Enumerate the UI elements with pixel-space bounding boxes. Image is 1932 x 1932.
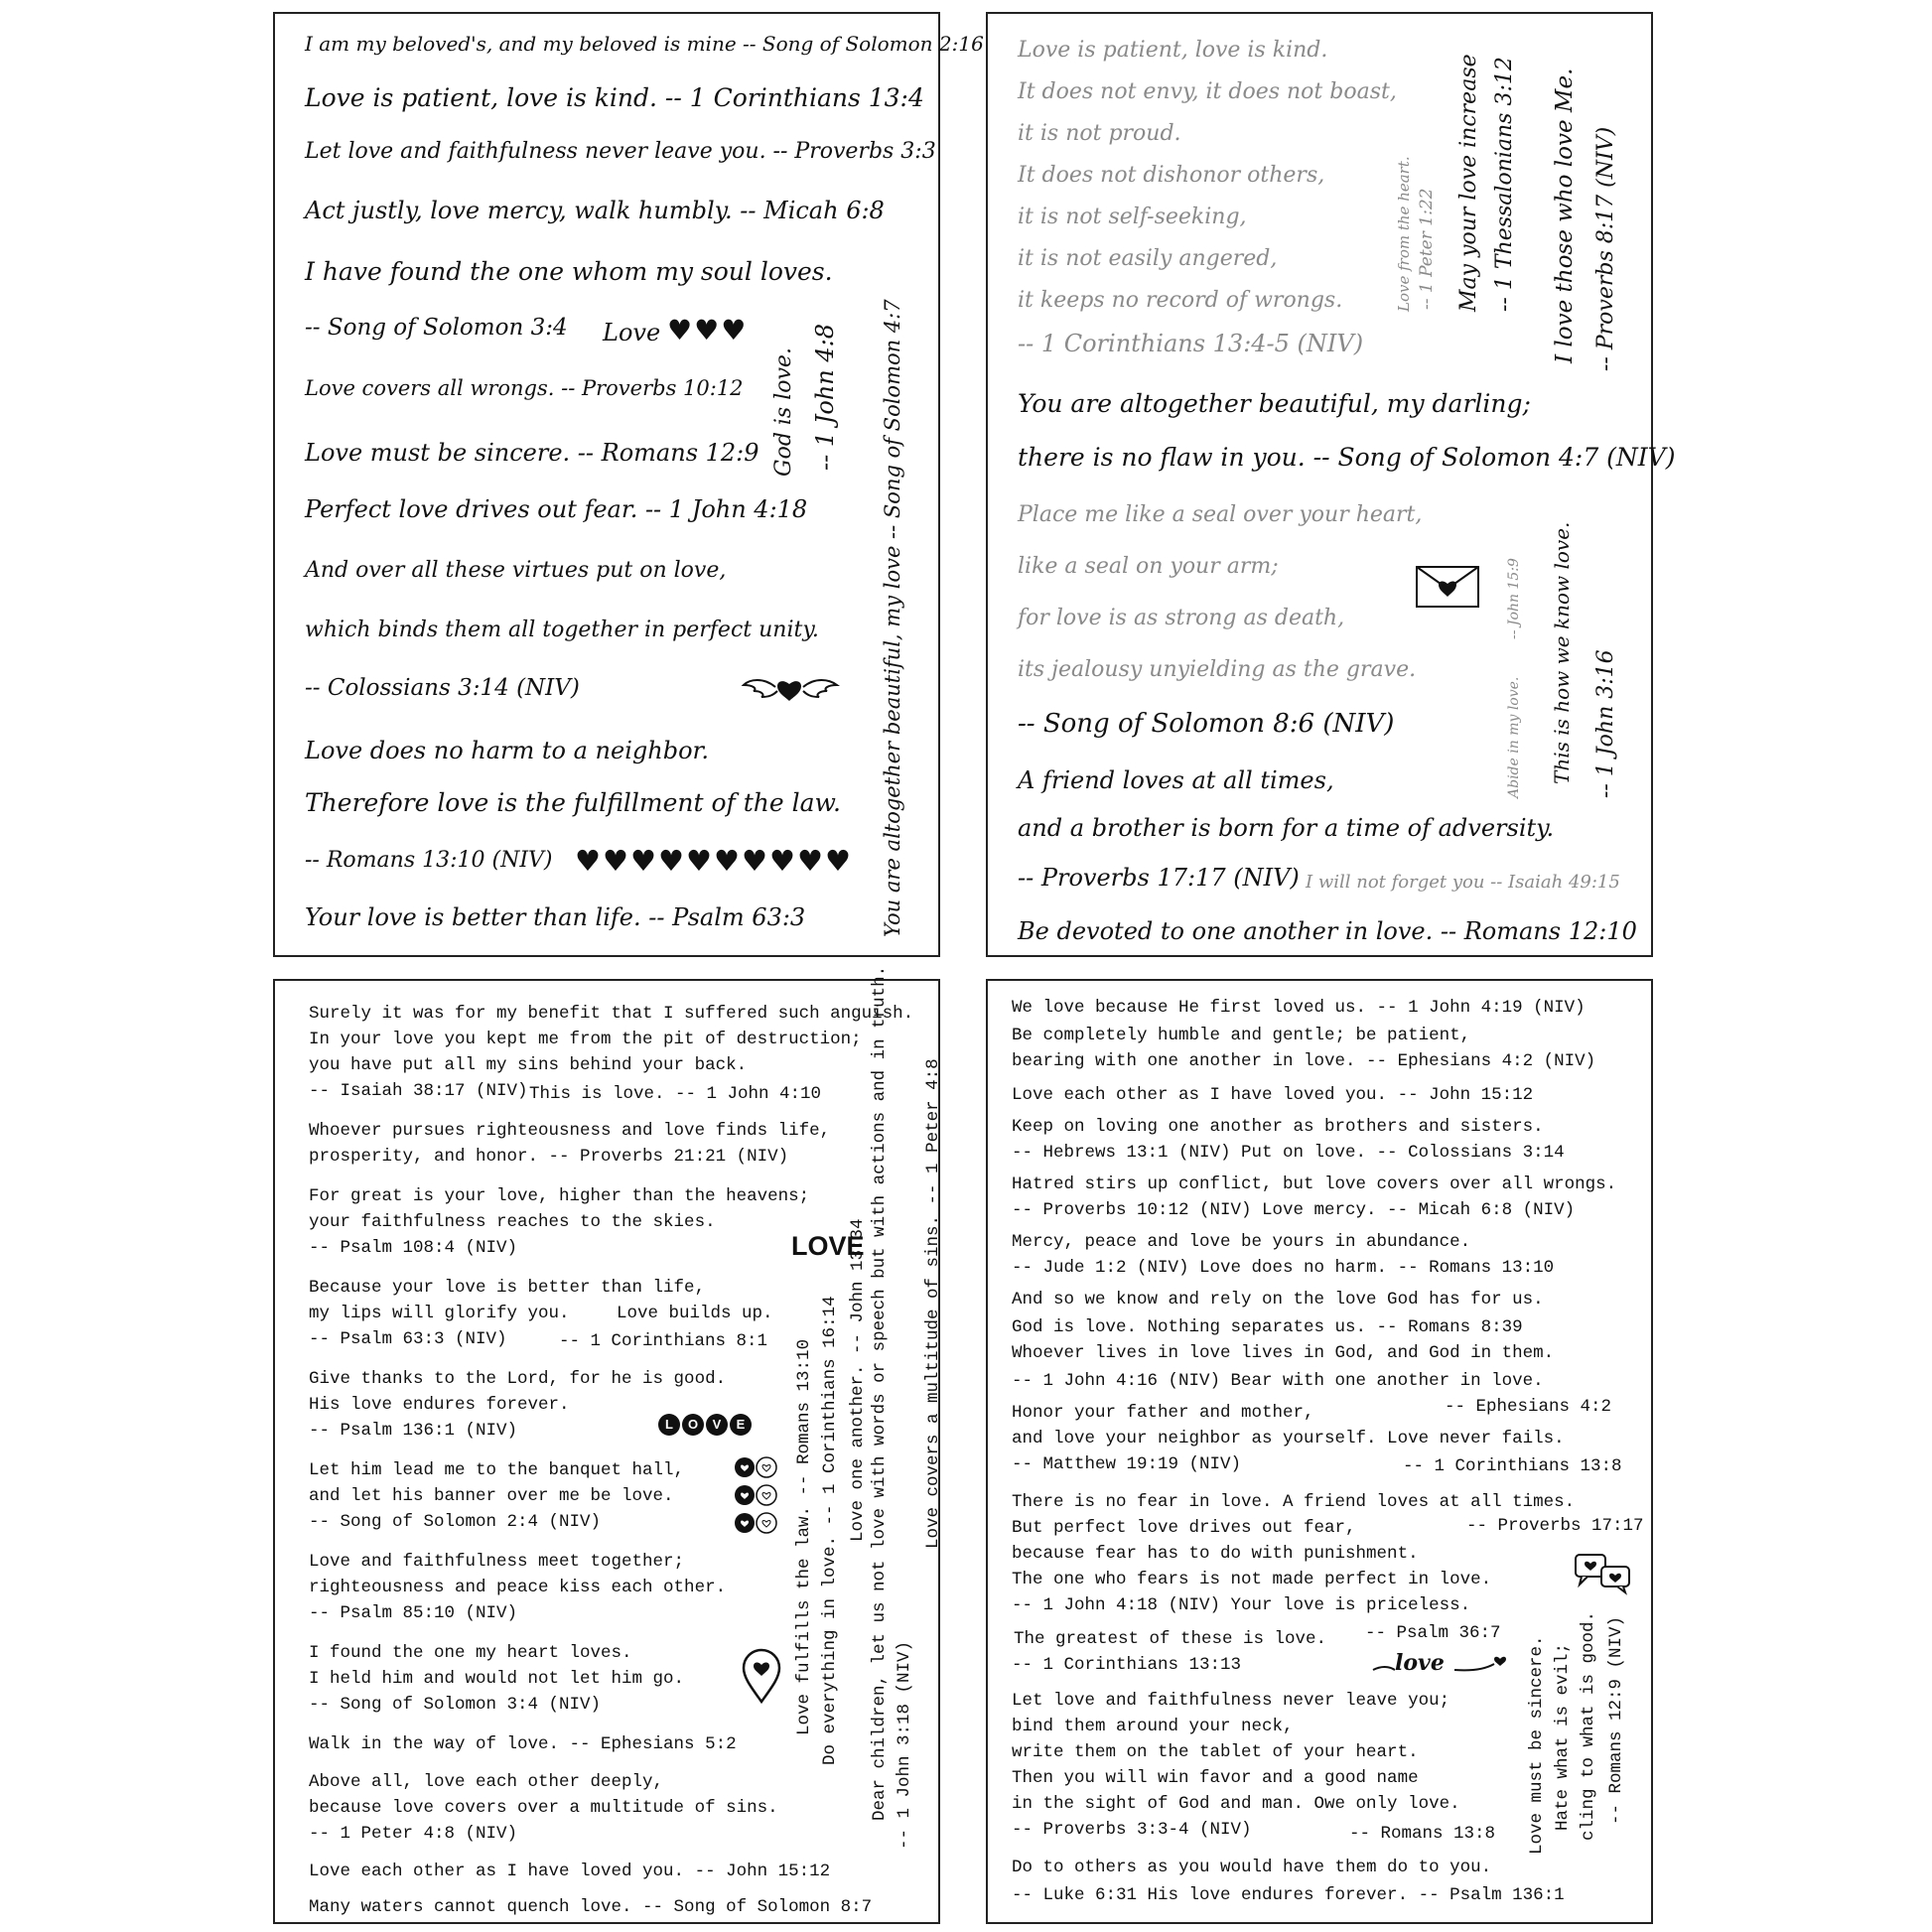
verse-line: -- 1 Corinthians 8:1 (559, 1331, 768, 1351)
verse-line: We love because He first loved us. -- 1 John 4:19 (NIV) (1012, 998, 1586, 1018)
verse-line: Let love and faithfulness never leave you. -- Proverbs 3:3 (305, 139, 936, 164)
verse-line: Honor your father and mother, (1012, 1403, 1314, 1423)
verse-line: God is love. Nothing separates us. -- Romans 8:39 (1012, 1317, 1523, 1337)
winged-heart-icon (742, 671, 841, 715)
verse-line: -- Ephesians 4:2 (1445, 1397, 1612, 1417)
heart-row-icon: ♥♥♥♥♥♥♥♥♥♥ (575, 844, 853, 878)
verse-line: Above all, love each other deeply, (309, 1772, 664, 1792)
verse-line: The greatest of these is love. (1014, 1629, 1327, 1649)
verse-line: Love each other as I have loved you. -- John 15:12 (309, 1862, 831, 1881)
verse-line: -- 1 Peter 4:8 (NIV) (309, 1824, 518, 1844)
verse-line: your faithfulness reaches to the skies. (309, 1212, 716, 1232)
stamp-panel-script-verses-2 (986, 12, 1676, 957)
verse-line: A friend loves at all times, (1018, 766, 1334, 794)
love-title: LOVE (791, 1231, 865, 1261)
verse-line: Perfect love drives out fear. -- 1 John 4:18 (305, 495, 808, 523)
stamp-panel-typewriter-verses (273, 965, 943, 1924)
verse-line: Many waters cannot quench love. -- Song of Solomon 8:7 (309, 1897, 873, 1917)
verse-line: it keeps no record of wrongs. (1018, 288, 1343, 313)
letter-heart: E (730, 1414, 752, 1436)
verse-line: It does not envy, it does not boast, (1018, 79, 1397, 104)
verse-line: In your love you kept me from the pit of destruction; (309, 1030, 862, 1049)
verse-line: -- 1 Corinthians 13:4-5 (NIV) (1018, 330, 1364, 357)
verse-line: Love and faithfulness meet together; (309, 1552, 685, 1572)
verse-line: -- 1 John 4:16 (NIV) Bear with one another in love. (1012, 1371, 1544, 1391)
vertical-reference: -- 1 John 4:8 (811, 324, 839, 471)
verse-line: -- Song of Solomon 8:6 (NIV) (1018, 709, 1395, 739)
verse-line: Because your love is better than life, (309, 1278, 706, 1298)
vertical-verse: Love fulfills the law. -- Romans 13:10 (794, 1338, 814, 1735)
verse-line: -- Song of Solomon 3:4 (305, 315, 568, 341)
vertical-verse: Love covers a multitude of sins. -- 1 Peter 4:8 (923, 1058, 943, 1549)
vertical-reference: -- John 15:9 (1506, 558, 1522, 639)
verse-line: Love does no harm to a neighbor. (305, 737, 709, 764)
verse-line: -- Romans 13:8 (1349, 1824, 1496, 1844)
verse-line: Surely it was for my benefit that I suffered such anguish. (309, 1004, 914, 1024)
vertical-verse: Hate what is evil; (1553, 1642, 1573, 1831)
verse-line: -- Song of Solomon 2:4 (NIV) (309, 1512, 602, 1532)
verse-line: prosperity, and honor. -- Proverbs 21:21 (NIV) (309, 1147, 789, 1167)
verse-line: its jealousy unyielding as the grave. (1018, 657, 1417, 682)
letter-heart: V (706, 1414, 728, 1436)
verse-line: Whoever pursues righteousness and love finds life, (309, 1121, 831, 1141)
verse-line: -- Jude 1:2 (NIV) Love does no harm. -- Romans 13:10 (1012, 1258, 1555, 1278)
verse-line: -- Luke 6:31 His love endures forever. -- Psalm 136:1 (1012, 1885, 1565, 1905)
verse-line: Walk in the way of love. -- Ephesians 5:2 (309, 1734, 737, 1754)
verse-line: -- Psalm 136:1 (NIV) (309, 1421, 518, 1441)
verse-line: And over all these virtues put on love, (305, 558, 727, 583)
vertical-reference: -- 1 John 3:18 (NIV) (895, 1640, 914, 1850)
verse-line: I have found the one whom my soul loves. (305, 257, 833, 286)
verse-line: righteousness and peace kiss each other. (309, 1578, 727, 1597)
verse-line: Love each other as I have loved you. -- John 15:12 (1012, 1085, 1534, 1105)
verse-line: like a seal on your arm; (1018, 554, 1279, 579)
letter-heart: L (658, 1414, 680, 1436)
verse-line: my lips will glorify you. (309, 1304, 570, 1323)
verse-line: -- Psalm 36:7 (1365, 1623, 1501, 1643)
verse-line: it is not proud. (1018, 121, 1181, 146)
verse-line: Hatred stirs up conflict, but love covers over all wrongs. (1012, 1174, 1617, 1194)
verse-line: Do to others as you would have them do to you. (1012, 1858, 1492, 1877)
verse-line: You are altogether beautiful, my darling; (1018, 389, 1531, 418)
verse-line: it is not self-seeking, (1018, 205, 1247, 229)
verse-line: His love endures forever. (309, 1395, 570, 1415)
vertical-verse: Do everything in love. -- 1 Corinthians 16:14 (820, 1296, 840, 1765)
verse-line: Let him lead me to the banquet hall, (309, 1460, 685, 1480)
verse-line: write them on the tablet of your heart. (1012, 1742, 1419, 1762)
verse-line: -- Proverbs 17:17 (1466, 1516, 1644, 1536)
verse-line: For great is your love, higher than the heavens; (309, 1186, 810, 1206)
verse-line: Therefore love is the fulfillment of the law. (305, 788, 841, 817)
vertical-verse: Dear children, let us not love with words or speech but with actions and in truth. (870, 965, 890, 1821)
vertical-verse: Love from the heart. (1395, 156, 1413, 312)
vertical-verse: This is how we know love. (1550, 521, 1574, 784)
vertical-verse: I love those who love Me. (1552, 68, 1578, 363)
verse-line: bind them around your neck, (1012, 1717, 1294, 1736)
verse-line: because fear has to do with punishment. (1012, 1544, 1419, 1564)
verse-line: -- Song of Solomon 3:4 (NIV) (309, 1695, 602, 1715)
verse-line: Then you will win favor and a good name (1012, 1768, 1419, 1788)
verse-line: and a brother is born for a time of adversity. (1018, 814, 1555, 842)
verse-line: -- Psalm 108:4 (NIV) (309, 1238, 518, 1258)
verse-line: Be completely humble and gentle; be patient, (1012, 1026, 1471, 1045)
verse-line: Love is patient, love is kind. -- 1 Corinthians 13:4 (305, 83, 924, 112)
verse-line: Place me like a seal over your heart, (1018, 502, 1423, 527)
verse-line: Mercy, peace and love be yours in abundance. (1012, 1232, 1471, 1252)
verse-line: for love is as strong as death, (1018, 606, 1345, 630)
heart-icon: ♥♥♥ (667, 314, 749, 346)
verse-line: Keep on loving one another as brothers and sisters. (1012, 1117, 1544, 1137)
verse-line: -- Psalm 63:3 (NIV) (309, 1329, 507, 1349)
vertical-verse: Love one another. -- John 13:34 (848, 1218, 868, 1542)
verse-line: -- Proverbs 10:12 (NIV) Love mercy. -- Micah 6:8 (NIV) (1012, 1200, 1576, 1220)
verse-line: Whoever lives in love lives in God, and God in them. (1012, 1343, 1555, 1363)
verse-line: Let love and faithfulness never leave you; (1012, 1691, 1450, 1711)
verse-line: Be devoted to one another in love. -- Romans 12:10 (1018, 917, 1637, 945)
verse-line: because love covers over a multitude of sins. (309, 1798, 778, 1818)
flourish-heart-icon (1371, 1652, 1510, 1678)
verse-line: The one who fears is not made perfect in love. (1012, 1570, 1492, 1589)
verse-line: This is love. -- 1 John 4:10 (529, 1084, 822, 1104)
love-flourish: love (1395, 1650, 1445, 1676)
verse-line: There is no fear in love. A friend loves at all times. (1012, 1492, 1576, 1512)
verse-line: -- 1 Corinthians 13:13 (1012, 1655, 1242, 1675)
verse-line: Act justly, love mercy, walk humbly. -- Micah 6:8 (305, 197, 885, 224)
vertical-verse: cling to what is good. (1579, 1610, 1598, 1841)
verse-line: Love builds up. (617, 1304, 773, 1323)
verse-line: -- Colossians 3:14 (NIV) (305, 675, 580, 701)
stamp-panel-typewriter-verses-2 (986, 979, 1653, 1924)
vertical-verse: May your love increase (1456, 54, 1481, 312)
verse-line: which binds them all together in perfect unity. (305, 618, 819, 642)
stamp-panel-script-verses (273, 12, 984, 957)
verse-line: -- Isaiah 38:17 (NIV) (309, 1081, 528, 1101)
verse-line: it is not easily angered, (1018, 246, 1278, 271)
verse-line: -- Romans 13:10 (NIV) (305, 848, 553, 873)
verse-line: I will not forget you -- Isaiah 49:15 (1306, 872, 1620, 893)
verse-line: -- Matthew 19:19 (NIV) (1012, 1454, 1242, 1474)
vertical-reference: -- Proverbs 8:17 (NIV) (1593, 126, 1618, 371)
verse-line: Your love is better than life. -- Psalm 63:3 (305, 903, 806, 931)
verse-line: Love is patient, love is kind. (1018, 38, 1328, 63)
verse-line: And so we know and rely on the love God has for us. (1012, 1290, 1544, 1310)
map-pin-heart-icon (742, 1648, 781, 1704)
vertical-reference: -- Romans 12:9 (NIV) (1606, 1615, 1626, 1825)
verse-line: and love your neighbor as yourself. Love never fails. (1012, 1429, 1565, 1449)
verse-line: -- 1 Corinthians 13:8 (1403, 1456, 1622, 1476)
vertical-verse: Abide in my love. (1506, 676, 1522, 798)
heart-toggle-icons (734, 1455, 779, 1537)
vertical-verse: Love must be sincere. (1527, 1635, 1547, 1855)
verse-line: bearing with one another in love. -- Ephesians 4:2 (NIV) (1012, 1051, 1596, 1071)
verse-line: I found the one my heart loves. (309, 1643, 632, 1663)
vertical-verse: You are altogether beautiful, my love -- Song of Solomon 4:7 (881, 299, 904, 937)
vertical-reference: -- 1 Peter 1:22 (1417, 188, 1437, 310)
verse-line: Give thanks to the Lord, for he is good. (309, 1369, 727, 1389)
verse-line: I am my beloved's, and my beloved is mine -- Song of Solomon 2:16 (305, 32, 984, 56)
verse-line: there is no flaw in you. -- Song of Solomon 4:7 (NIV) (1018, 443, 1676, 472)
verse-line: But perfect love drives out fear, (1012, 1518, 1356, 1538)
letter-heart: O (682, 1414, 704, 1436)
love-word: Love (603, 319, 661, 346)
verse-line: in the sight of God and man. Owe only love. (1012, 1794, 1460, 1814)
verse-line: and let his banner over me be love. (309, 1486, 674, 1506)
verse-line: -- Psalm 85:10 (NIV) (309, 1603, 518, 1623)
chat-heart-icon (1574, 1553, 1633, 1594)
verse-line: It does not dishonor others, (1018, 163, 1325, 188)
envelope-heart-icon (1415, 565, 1480, 609)
vertical-verse: God is love. (771, 347, 796, 477)
vertical-reference: -- 1 Thessalonians 3:12 (1492, 57, 1517, 312)
verse-line: -- Proverbs 3:3-4 (NIV) (1012, 1820, 1252, 1840)
verse-line: you have put all my sins behind your back. (309, 1055, 748, 1075)
verse-line: I held him and would not let him go. (309, 1669, 685, 1689)
verse-line: -- 1 John 4:18 (NIV) Your love is priceless. (1012, 1595, 1471, 1615)
verse-line: -- Hebrews 13:1 (NIV) Put on love. -- Colossians 3:14 (1012, 1143, 1565, 1163)
verse-line: Love covers all wrongs. -- Proverbs 10:12 (305, 376, 744, 400)
vertical-reference: -- 1 John 3:16 (1593, 649, 1618, 798)
verse-line: -- Proverbs 17:17 (NIV) (1018, 864, 1300, 892)
verse-line: Love must be sincere. -- Romans 12:9 (305, 439, 759, 467)
